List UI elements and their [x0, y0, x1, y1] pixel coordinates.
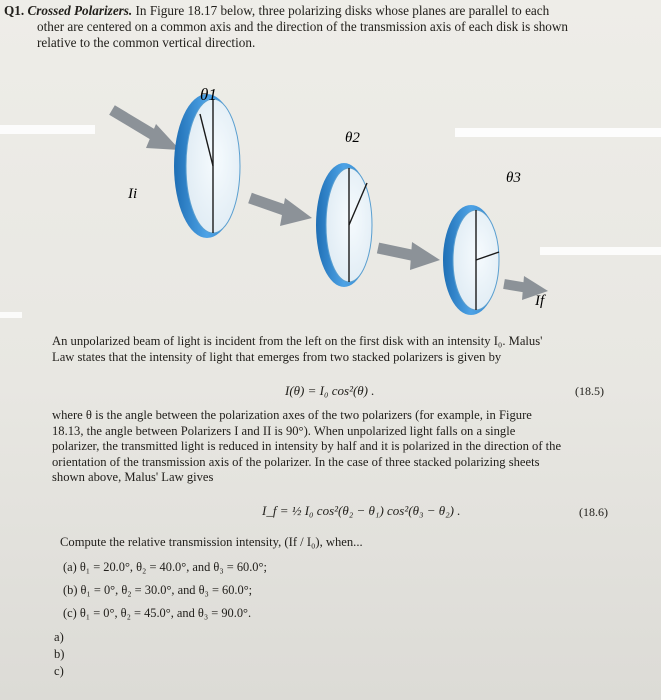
question-title: Crossed Polarizers.: [27, 3, 133, 18]
question-intro-line3: relative to the common vertical direction.: [37, 35, 256, 50]
intensity-out-label: If: [535, 293, 545, 309]
malus-intro-paragraph: [52, 334, 627, 365]
prompt-line: Compute the relative transmission intensity, (If / I₀), when...: [60, 535, 363, 549]
glare-lower-right: [540, 247, 661, 255]
question-number: Q1.: [4, 3, 25, 18]
p2-line4: orientation of the transmission axis of the polarizer. In the case of three stacked polarizing sheets: [52, 454, 540, 469]
equation-18-6: I_f = ½ I₀ cos²(θ₂ − θ₁) cos²(θ₃ − θ₂) .: [262, 503, 461, 518]
theta2-label: θ2: [345, 130, 360, 146]
glare-right: [455, 128, 661, 137]
polarizer-disk-3: [443, 205, 499, 315]
equation-18-5: I(θ) = I₀ cos²(θ) .: [285, 383, 375, 398]
p1-line2: Law states that the intensity of light that emerges from two stacked polarizers is given by: [52, 349, 502, 364]
p1-line1: An unpolarized beam of light is incident from the left on the first disk with an intensity I₀. Malus': [52, 334, 543, 348]
equation-18-6-number: (18.6): [579, 505, 608, 519]
incident-beam-arrow: [112, 110, 180, 150]
question-intro-line2: other are centered on a common axis and the direction of the transmission axis of each disk is shown: [37, 19, 569, 34]
theta1-label: θ1: [200, 85, 217, 104]
case-c: (c) θ₁ = 0°, θ₂ = 45.0°, and θ₃ = 90.0°.: [63, 606, 252, 620]
polarizer-disk-1: [174, 94, 240, 238]
answer-a-label: a): [54, 630, 64, 644]
glare-lower-left: [0, 312, 22, 318]
question-intro-line1: In Figure 18.17 below, three polarizing disks whose planes are parallel to each: [132, 3, 550, 18]
answer-b-label: b): [54, 647, 65, 661]
answer-c-label: c): [54, 664, 64, 678]
p2-line2: 18.13, the angle between Polarizers I and II is 90°). When unpolarized light falls on a single: [52, 423, 516, 438]
p2-line3: polarizer, the transmitted light is reduced in intensity by half and it is polarized in the direction of the: [52, 439, 562, 453]
p2-line5: shown above, Malus' Law gives: [52, 470, 214, 484]
equation-18-5-number: (18.5): [575, 384, 604, 398]
beam-arrow-2: [250, 198, 312, 226]
glare-left: [0, 125, 95, 134]
intensity-in-label: Ii: [128, 186, 138, 202]
explanation-paragraph: [52, 408, 627, 486]
polarizer-figure: [0, 70, 661, 325]
theta3-label: θ3: [506, 170, 521, 186]
beam-arrow-3: [378, 242, 440, 270]
polarizer-disk-2: [316, 163, 372, 287]
case-a: (a) θ₁ = 20.0°, θ₂ = 40.0°, and θ₃ = 60.0°;: [63, 560, 267, 574]
case-b: (b) θ₁ = 0°, θ₂ = 30.0°, and θ₃ = 60.0°;: [63, 583, 253, 597]
p2-line1: where θ is the angle between the polarization axes of the two polarizers (for example, in Figure: [52, 408, 532, 422]
question-header: [4, 3, 654, 51]
answer-list: [54, 629, 65, 680]
